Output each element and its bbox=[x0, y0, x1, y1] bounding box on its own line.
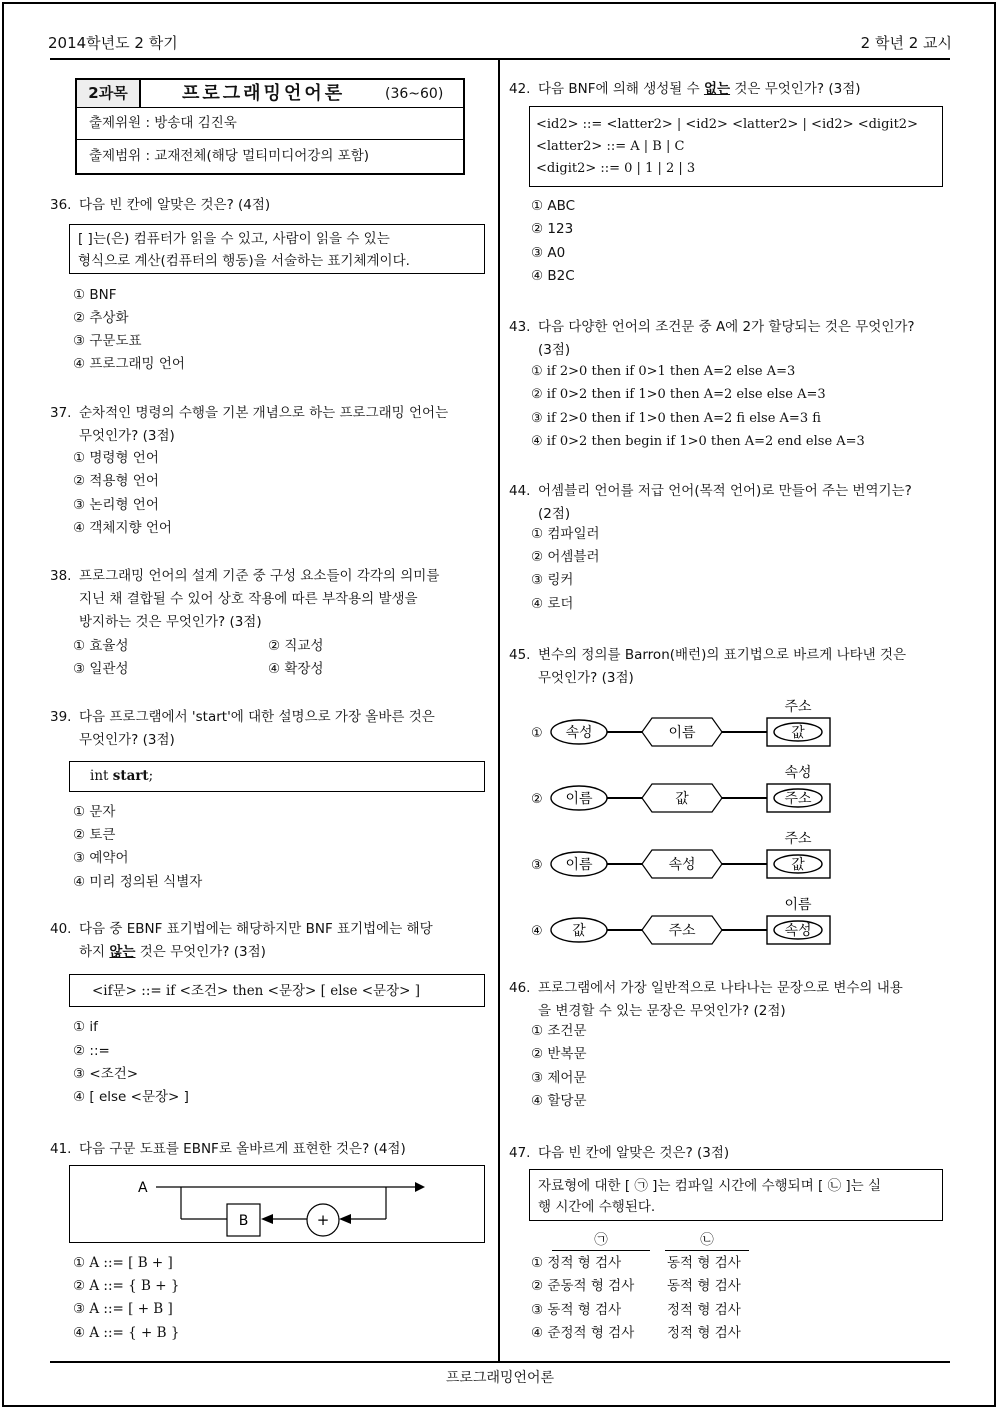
q39-option-3[interactable]: ③ 예약어 bbox=[73, 850, 129, 866]
barron-left-label: 이름 bbox=[565, 857, 593, 873]
q45-option-3-mark[interactable]: ③ bbox=[531, 858, 543, 873]
q45-option-1-mark[interactable]: ① bbox=[531, 726, 543, 741]
header-rule bbox=[50, 58, 950, 60]
q45-barron-diagrams bbox=[525, 692, 845, 952]
q42-option-3[interactable]: ③ A0 bbox=[531, 245, 566, 261]
question-47 bbox=[509, 1142, 949, 1165]
barron-left-label: 속성 bbox=[565, 725, 593, 741]
q40-option-3[interactable]: ③ <조건> bbox=[73, 1066, 139, 1082]
question-number: 37. bbox=[50, 405, 72, 421]
q42-grammar-line2: <latter2> ::= A | B | C bbox=[536, 139, 685, 154]
diagram-node-plus-label: + bbox=[316, 1211, 330, 1229]
question-number: 43. bbox=[509, 319, 531, 335]
question-line: 무엇인가? (3점) bbox=[79, 428, 175, 444]
question-line: (2점) bbox=[538, 506, 571, 522]
question-45 bbox=[509, 644, 949, 690]
barron-mid-label: 주소 bbox=[668, 923, 696, 939]
q47-option-1-b: 동적 형 검사 bbox=[667, 1255, 741, 1271]
q40-option-1[interactable]: ① if bbox=[73, 1019, 98, 1035]
q41-option-2[interactable]: ② A ::= { B + } bbox=[73, 1278, 180, 1294]
question-line: 다음 중 EBNF 표기법에는 해당하지만 BNF 표기법에는 해당 bbox=[79, 921, 433, 937]
question-text: 다음 BNF에 의해 생성될 수 없는 것은 무엇인가? (3점) bbox=[538, 81, 861, 97]
question-line: 프로그래밍 언어의 설계 기준 중 구성 요소들이 각각의 의미를 bbox=[79, 568, 440, 584]
subject-scope: 출제범위 : 교재전체(해당 멀티미디어강의 포함) bbox=[89, 148, 370, 164]
arrow-right-icon bbox=[415, 1182, 425, 1192]
q41-option-1[interactable]: ① A ::= [ B + ] bbox=[73, 1255, 173, 1271]
q37-option-2[interactable]: ② 적용형 언어 bbox=[73, 473, 159, 489]
q42-option-1[interactable]: ① ABC bbox=[531, 198, 576, 214]
q44-option-3[interactable]: ③ 링커 bbox=[531, 572, 574, 588]
q42-option-4[interactable]: ④ B2C bbox=[531, 268, 575, 284]
question-text: 다음 구문 도표를 EBNF로 올바르게 표현한 것은? (4점) bbox=[79, 1141, 406, 1157]
question-number: 41. bbox=[50, 1141, 72, 1157]
question-40 bbox=[50, 918, 490, 964]
q46-option-4[interactable]: ④ 할당문 bbox=[531, 1093, 587, 1109]
q45-option-2-mark[interactable]: ② bbox=[531, 792, 543, 807]
barron-left-label: 값 bbox=[572, 923, 586, 939]
q39-code: int start; bbox=[90, 768, 154, 784]
q39-code-box bbox=[69, 761, 485, 792]
q47-box-line1: 자료형에 대한 [ ㉠ ]는 컴파일 시간에 수행되며 [ ㉡ ]는 실 bbox=[538, 1178, 882, 1194]
question-line: 다음 프로그램에서 'start'에 대한 설명으로 가장 올바른 것은 bbox=[79, 709, 435, 725]
q39-option-4[interactable]: ④ 미리 정의된 식별자 bbox=[73, 874, 203, 890]
q38-option-1[interactable]: ① 효율성 bbox=[73, 638, 129, 654]
q42-option-2[interactable]: ② 123 bbox=[531, 221, 574, 237]
q47-option-4[interactable]: ④ 준정적 형 검사 bbox=[531, 1325, 635, 1341]
q40-option-2[interactable]: ② ::= bbox=[73, 1043, 110, 1059]
q43-option-3[interactable]: ③ if 2>0 then if 1>0 then A=2 fi else A=3 fi bbox=[531, 411, 821, 426]
question-line: 다음 다양한 언어의 조건문 중 A에 2가 할당되는 것은 무엇인가? bbox=[538, 319, 915, 335]
q41-syntax-diagram bbox=[70, 1166, 484, 1242]
question-44 bbox=[509, 480, 949, 526]
q46-option-1[interactable]: ① 조건문 bbox=[531, 1023, 587, 1039]
q36-option-2[interactable]: ② 추상화 bbox=[73, 310, 129, 326]
q43-option-4[interactable]: ④ if 0>2 then begin if 1>0 then A=2 end else A=3 bbox=[531, 434, 865, 449]
q44-option-4[interactable]: ④ 로더 bbox=[531, 596, 574, 612]
q40-code-box bbox=[69, 974, 485, 1007]
q42-grammar-line1: <id2> ::= <latter2> | <id2> <latter2> | <id2> <digit2> bbox=[536, 117, 918, 132]
q47-option-1[interactable]: ① 정적 형 검사 bbox=[531, 1255, 622, 1271]
question-line: 방지하는 것은 무엇인가? (3점) bbox=[79, 614, 262, 630]
q40-option-4[interactable]: ④ [ else <문장> ] bbox=[73, 1089, 189, 1105]
question-number: 44. bbox=[509, 483, 531, 499]
question-line: (3점) bbox=[538, 342, 571, 358]
question-number: 38. bbox=[50, 568, 72, 584]
question-number: 36. bbox=[50, 197, 72, 213]
q45-option-4-mark[interactable]: ④ bbox=[531, 924, 543, 939]
q44-option-1[interactable]: ① 컴파일러 bbox=[531, 526, 600, 542]
barron-mid-label: 이름 bbox=[668, 725, 696, 741]
question-text: 다음 빈 칸에 알맞은 것은? (4점) bbox=[79, 197, 271, 213]
underlined-word: 없는 bbox=[703, 81, 731, 97]
question-text: 다음 빈 칸에 알맞은 것은? (3점) bbox=[538, 1145, 730, 1161]
q38-option-4[interactable]: ④ 확장성 bbox=[268, 661, 324, 677]
subject-title: 프로그래밍언어론 bbox=[182, 83, 346, 104]
question-number: 46. bbox=[509, 980, 531, 996]
question-line: 무엇인가? (3점) bbox=[79, 732, 175, 748]
q46-option-2[interactable]: ② 반복문 bbox=[531, 1046, 587, 1062]
q41-option-4[interactable]: ④ A ::= { + B } bbox=[73, 1325, 180, 1341]
q36-definition-box bbox=[69, 224, 485, 274]
question-line: 프로그램에서 가장 일반적으로 나타나는 문장으로 변수의 내용 bbox=[538, 980, 903, 996]
arrow-left-icon bbox=[339, 1214, 351, 1224]
question-line: 지닌 채 결합될 수 있어 상호 작용에 따른 부작용의 발생을 bbox=[79, 591, 418, 607]
footer-rule bbox=[50, 1361, 950, 1363]
q36-box-line1: [ ]는(은) 컴퓨터가 읽을 수 있고, 사람이 읽을 수 있는 bbox=[78, 231, 390, 247]
barron-top-label: 속성 bbox=[784, 765, 812, 781]
question-line: 을 변경할 수 있는 문장은 무엇인가? (2점) bbox=[538, 1003, 786, 1019]
question-43 bbox=[509, 316, 949, 362]
question-number: 47. bbox=[509, 1145, 531, 1161]
subject-box bbox=[75, 78, 465, 175]
q36-option-3[interactable]: ③ 구문도표 bbox=[73, 333, 142, 349]
q37-option-4[interactable]: ④ 객체지향 언어 bbox=[73, 520, 172, 536]
question-41 bbox=[50, 1138, 490, 1161]
q46-option-3[interactable]: ③ 제어문 bbox=[531, 1070, 587, 1086]
barron-top-label: 이름 bbox=[784, 897, 812, 913]
q42-grammar-box bbox=[529, 106, 943, 187]
q42-grammar-line3: <digit2> ::= 0 | 1 | 2 | 3 bbox=[536, 161, 696, 176]
q47-option-2[interactable]: ② 준동적 형 검사 bbox=[531, 1278, 635, 1294]
question-36 bbox=[50, 194, 490, 217]
q47-option-4-b: 정적 형 검사 bbox=[667, 1325, 741, 1341]
barron-mid-label: 속성 bbox=[668, 857, 696, 873]
q47-box-line2: 행 시간에 수행된다. bbox=[538, 1199, 656, 1215]
q39-option-1[interactable]: ① 문자 bbox=[73, 804, 116, 820]
q47-statement-box bbox=[529, 1169, 943, 1221]
q47-option-3-b: 정적 형 검사 bbox=[667, 1302, 741, 1318]
subject-range: (36~60) bbox=[385, 86, 444, 102]
q39-option-2[interactable]: ② 토큰 bbox=[73, 827, 116, 843]
question-number: 42. bbox=[509, 81, 531, 97]
q40-code: <if문> ::= if <조건> then <문장> [ else <문장> ] bbox=[92, 983, 420, 999]
q36-option-4[interactable]: ④ 프로그래밍 언어 bbox=[73, 356, 185, 372]
question-line: 무엇인가? (3점) bbox=[538, 670, 634, 686]
barron-right-label: 주소 bbox=[784, 791, 812, 807]
q38-option-2[interactable]: ② 직교성 bbox=[268, 638, 324, 654]
q36-option-1[interactable]: ① BNF bbox=[73, 287, 117, 303]
question-42 bbox=[509, 78, 949, 101]
barron-right-label: 값 bbox=[791, 857, 805, 873]
diagram-start-label: A bbox=[138, 1180, 148, 1196]
subject-code: 2과목 bbox=[77, 80, 141, 107]
barron-top-label: 주소 bbox=[784, 699, 812, 715]
question-number: 45. bbox=[509, 647, 531, 663]
question-37 bbox=[50, 402, 490, 448]
barron-right-label: 값 bbox=[791, 725, 805, 741]
q47-column-2-header: ㉡ bbox=[665, 1234, 749, 1251]
q36-box-line2: 형식으로 계산(컴퓨터의 행동)을 서술하는 표기체계이다. bbox=[78, 253, 410, 269]
barron-right-label: 속성 bbox=[784, 923, 812, 939]
q37-option-1[interactable]: ① 명령형 언어 bbox=[73, 450, 159, 466]
header-left: 2014학년도 2 학기 bbox=[48, 34, 178, 52]
subject-authors: 출제위원 : 방송대 김진욱 bbox=[89, 115, 237, 131]
q44-option-2[interactable]: ② 어셈블러 bbox=[531, 549, 600, 565]
question-39 bbox=[50, 706, 490, 752]
question-line: 순차적인 명령의 수행을 기본 개념으로 하는 프로그래밍 언어는 bbox=[79, 405, 449, 421]
q43-option-2[interactable]: ② if 0>2 then if 1>0 then A=2 else else A=3 bbox=[531, 387, 826, 402]
question-number: 39. bbox=[50, 709, 72, 725]
q47-column-1-header: ㉠ bbox=[552, 1234, 650, 1251]
q37-option-3[interactable]: ③ 논리형 언어 bbox=[73, 497, 159, 513]
footer-title: 프로그래밍언어론 bbox=[445, 1370, 555, 1386]
barron-left-label: 이름 bbox=[565, 791, 593, 807]
barron-mid-label: 값 bbox=[675, 791, 689, 807]
arrow-left-icon bbox=[261, 1214, 273, 1224]
question-46 bbox=[509, 977, 949, 1023]
q38-option-3[interactable]: ③ 일관성 bbox=[73, 661, 129, 677]
q41-diagram-box bbox=[69, 1165, 485, 1243]
q43-option-1[interactable]: ① if 2>0 then if 0>1 then A=2 else A=3 bbox=[531, 364, 796, 379]
header-right: 2 학년 2 교시 bbox=[860, 34, 952, 52]
q47-option-2-b: 동적 형 검사 bbox=[667, 1278, 741, 1294]
barron-top-label: 주소 bbox=[784, 831, 812, 847]
question-line: 어셈블리 언어를 저급 언어(목적 언어)로 만들어 주는 번역기는? bbox=[538, 483, 912, 499]
question-number: 40. bbox=[50, 921, 72, 937]
diagram-node-b-label: B bbox=[238, 1213, 249, 1229]
column-divider bbox=[498, 60, 500, 1362]
question-38 bbox=[50, 565, 490, 634]
question-line: 변수의 정의를 Barron(배런)의 표기법으로 바르게 나타낸 것은 bbox=[538, 647, 907, 663]
q41-option-3[interactable]: ③ A ::= [ + B ] bbox=[73, 1301, 173, 1317]
q47-option-3[interactable]: ③ 동적 형 검사 bbox=[531, 1302, 622, 1318]
question-line: 하지 않는 것은 무엇인가? (3점) bbox=[79, 944, 266, 960]
